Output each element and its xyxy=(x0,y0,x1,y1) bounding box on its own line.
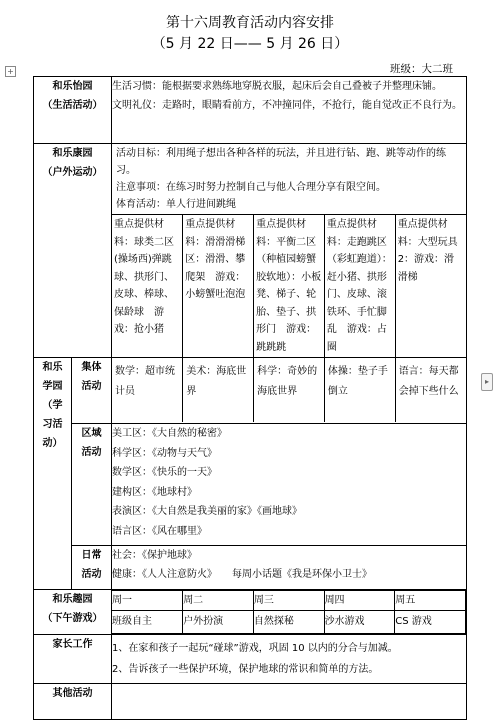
life-row xyxy=(34,77,467,144)
games-day: 周四 xyxy=(324,591,395,611)
outdoor-sports: 体育活动：单人行进间跳绳 xyxy=(116,199,236,210)
learning-label-cell xyxy=(34,358,72,590)
daily-line: 社会：《保护地球》 xyxy=(112,550,197,561)
outdoor-content xyxy=(112,144,467,358)
area-label-cell xyxy=(72,424,112,546)
games-sub: （下午游戏） xyxy=(42,613,103,624)
learning-label-line: 习活 xyxy=(42,419,63,430)
area-label-line: 活动 xyxy=(81,447,102,458)
class-label: 班级：大二班 xyxy=(390,63,453,75)
scroll-handle-icon[interactable]: ▸ xyxy=(481,373,493,391)
other-row xyxy=(34,684,467,720)
area-row xyxy=(34,424,467,546)
outdoor-note: 注意事项：在练习时努力控制自己与他人合理分享有限空间。 xyxy=(116,182,386,193)
games-row xyxy=(34,590,467,635)
outdoor-zones xyxy=(112,214,466,357)
area-label-line: 区域 xyxy=(81,428,102,439)
collective-item: 体操：垫子手倒立 xyxy=(324,358,395,422)
life-content xyxy=(112,77,467,144)
area-line: 语言区：《风在哪里》 xyxy=(112,525,207,537)
area-line: 建构区：《地球村》 xyxy=(112,486,197,498)
games-day: 周二 xyxy=(183,591,254,611)
life-sub: （生活活动） xyxy=(42,100,103,111)
parents-row xyxy=(34,635,467,684)
parents-label-cell xyxy=(34,635,112,684)
outdoor-sub: （户外运动） xyxy=(42,167,103,178)
games-day: 周三 xyxy=(253,591,324,611)
games-grid xyxy=(112,590,466,634)
life-label: 和乐怡园 xyxy=(52,81,93,92)
parents-line: 2、告诉孩子一些保护环境，保护地球的常识和简单的方法。 xyxy=(112,664,379,675)
collective-item: 语言：每天都会掉下些什么 xyxy=(395,358,466,422)
daily-row xyxy=(34,546,467,590)
area-line: 表演区：《大自然是我美丽的家》《画地球》 xyxy=(112,506,302,517)
area-content xyxy=(112,424,467,546)
collective-label-line: 活动 xyxy=(81,381,102,392)
life-habit: 生活习惯：能根据要求熟练地穿脱衣服，起床后会自己叠被子并整理床铺。 xyxy=(112,81,442,92)
collective-items xyxy=(112,358,466,422)
games-item: 沙水游戏 xyxy=(324,611,395,634)
daily-line: 健康：《人人注意防火》 每周小话题《我是环保小卫士》 xyxy=(112,569,372,580)
life-label-cell xyxy=(34,77,112,144)
collective-item: 数学：超市统计员 xyxy=(115,366,175,397)
games-day: 周五 xyxy=(395,591,466,611)
daily-content xyxy=(112,546,467,590)
outdoor-zone: 重点提供材料：平衡二区（种植园螃蟹胶软地）：小板凳、梯子、轮胎、垫子、拱形门 游戏：跳跳跳 xyxy=(254,215,325,358)
table-move-handle-icon[interactable]: + xyxy=(5,66,16,77)
collective-item: 美术：海底世界 xyxy=(183,358,254,422)
outdoor-zone: 重点提供材料：球类二区(操场西)弹跳球、拱形门、皮球、棒球、保龄球 游戏：抢小猪 xyxy=(114,219,174,335)
games-content xyxy=(112,590,467,635)
collective-label-line: 集体 xyxy=(81,362,102,373)
schedule-table xyxy=(33,76,467,720)
games-label: 和乐趣园 xyxy=(52,594,93,605)
games-day: 周一 xyxy=(112,591,183,611)
outdoor-goal: 活动目标：利用绳子想出各种各样的玩法，并且进行钻、跑、跳等动作的练习。 xyxy=(116,148,446,176)
life-manners: 文明礼仪：走路时，眼睛看前方，不冲撞同伴，不抢行，能自觉改正不良行为。 xyxy=(112,100,462,111)
outdoor-row xyxy=(34,144,467,358)
other-label-cell xyxy=(34,684,112,720)
games-label-cell xyxy=(34,590,112,635)
games-item: 班级自主 xyxy=(112,611,183,634)
area-line: 科学区：《动物与天气》 xyxy=(112,447,217,459)
outdoor-zone: 重点提供材料：走跑跳区（彩虹跑道）：赶小猪、拱形门、皮球、滚铁环、手忙脚乱 游戏：占圈 xyxy=(324,215,395,358)
collective-content xyxy=(112,358,467,424)
daily-label-line: 日常 xyxy=(81,550,102,561)
other-content xyxy=(112,684,467,720)
collective-label-cell xyxy=(72,358,112,424)
games-item: 户外扮演 xyxy=(183,611,254,634)
other-label: 其他活动 xyxy=(52,688,93,699)
area-line: 美工区：《大自然的秘密》 xyxy=(112,428,227,439)
daily-label-line: 活动 xyxy=(81,569,102,580)
parents-label: 家长工作 xyxy=(52,639,93,650)
collective-item: 科学：奇妙的海底世界 xyxy=(254,358,325,422)
games-item: CS 游戏 xyxy=(395,611,466,634)
daily-label-cell xyxy=(72,546,112,590)
games-item: 自然探秘 xyxy=(253,611,324,634)
outdoor-zone: 重点提供材料：滑滑滑梯区：滑滑、攀爬架 游戏：小螃蟹吐泡泡 xyxy=(183,215,254,358)
outdoor-zone: 重点提供材料：大型玩具2：游戏：滑滑梯 xyxy=(395,215,466,358)
collective-row xyxy=(34,358,467,424)
area-line: 数学区：《快乐的一天》 xyxy=(112,467,217,478)
learning-label-line: 和乐 xyxy=(42,362,63,373)
learning-label-line: 学园 xyxy=(42,381,63,392)
page-title: 第十六周教育活动内容安排 xyxy=(166,15,334,31)
outdoor-label-cell xyxy=(34,144,112,358)
learning-label-line: 动） xyxy=(42,438,63,449)
parents-content xyxy=(112,635,467,684)
learning-label-line: （学 xyxy=(42,400,63,411)
outdoor-label: 和乐康园 xyxy=(52,148,93,159)
date-range: （5 月 22 日—— 5 月 26 日） xyxy=(151,36,349,52)
parents-line: 1、在家和孩子一起玩“碰球”游戏，巩固 10 以内的分合与加减。 xyxy=(112,643,398,654)
